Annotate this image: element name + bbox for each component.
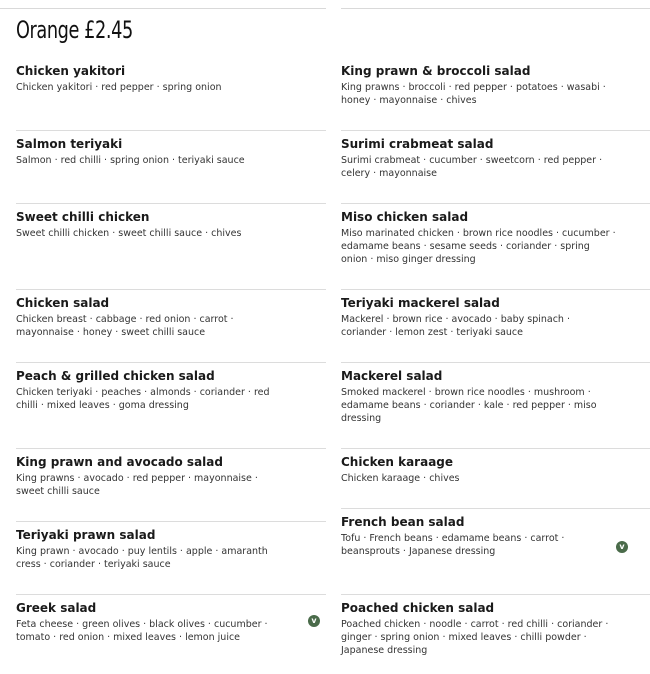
divider	[341, 8, 650, 9]
item-name: Chicken yakitori	[16, 64, 126, 78]
item-name: Greek salad	[16, 601, 97, 615]
menu-item	[16, 369, 326, 449]
menu-column-left	[16, 58, 326, 671]
item-description: Sweet chilli chicken · sweet chilli sauce · chives	[16, 228, 242, 239]
menu-item	[16, 296, 326, 363]
item-name: Chicken karaage	[341, 455, 454, 469]
item-name: Teriyaki mackerel salad	[341, 296, 500, 310]
item-description: King prawn · avocado · puy lentils · apple · amaranth cress · coriander · teriyaki sauce	[16, 546, 268, 570]
item-description: Tofu · French beans · edamame beans · carrot · beansprouts · Japanese dressing	[341, 533, 565, 557]
menu-item	[16, 210, 326, 290]
menu-item	[16, 137, 326, 204]
item-description: Smoked mackerel · brown rice noodles · mushroom · edamame beans · coriander · kale · red pepper · miso dressing	[341, 387, 597, 424]
item-description: Chicken yakitori · red pepper · spring onion	[16, 82, 222, 93]
item-description: Surimi crabmeat · cucumber · sweetcorn · red pepper · celery · mayonnaise	[341, 155, 603, 179]
menu-item	[16, 601, 326, 671]
menu-item	[341, 137, 650, 204]
item-name: Sweet chilli chicken	[16, 210, 150, 224]
vegetarian-icon: v	[616, 541, 628, 553]
divider	[0, 8, 326, 9]
menu-item	[16, 64, 326, 131]
item-description: Mackerel · brown rice · avocado · baby spinach · coriander · lemon zest · teriyaki sauce	[341, 314, 570, 338]
menu-column-right	[341, 58, 650, 674]
item-name: Poached chicken salad	[341, 601, 495, 615]
menu-item	[341, 64, 650, 131]
item-description: Poached chicken · noodle · carrot · red chilli · coriander · ginger · spring onion · mixed leaves · chilli powder · Japanese dressing	[341, 619, 609, 656]
vegetarian-icon: v	[308, 615, 320, 627]
item-name: Chicken salad	[16, 296, 110, 310]
menu-item	[341, 296, 650, 363]
item-description: Chicken teriyaki · peaches · almonds · coriander · red chilli · mixed leaves · goma dressing	[16, 387, 270, 411]
item-name: French bean salad	[341, 515, 465, 529]
item-description: Chicken breast · cabbage · red onion · carrot · mayonnaise · honey · sweet chilli sauce	[16, 314, 234, 338]
item-name: Teriyaki prawn salad	[16, 528, 156, 542]
section-title: Orange £2.45	[16, 16, 133, 44]
section-header	[0, 0, 650, 50]
item-description: Salmon · red chilli · spring onion · teriyaki sauce	[16, 155, 245, 166]
item-description: Miso marinated chicken · brown rice noodles · cucumber · edamame beans · sesame seeds · coriander · spring onion · miso ginger dressing	[341, 228, 616, 265]
item-description: Feta cheese · green olives · black olives · cucumber · tomato · red onion · mixed leaves · lemon juice	[16, 619, 268, 643]
item-name: Peach & grilled chicken salad	[16, 369, 215, 383]
item-name: King prawn & broccoli salad	[341, 64, 531, 78]
menu-item	[341, 369, 650, 449]
item-description: King prawns · broccoli · red pepper · potatoes · wasabi · honey · mayonnaise · chives	[341, 82, 606, 106]
item-name: Miso chicken salad	[341, 210, 469, 224]
item-name: Mackerel salad	[341, 369, 443, 383]
item-name: King prawn and avocado salad	[16, 455, 223, 469]
item-name: Surimi crabmeat salad	[341, 137, 494, 151]
menu-item	[16, 528, 326, 595]
menu-item	[341, 601, 650, 674]
menu-item	[341, 515, 650, 595]
item-name: Salmon teriyaki	[16, 137, 123, 151]
menu-item	[341, 455, 650, 509]
item-description: King prawns · avocado · red pepper · mayonnaise · sweet chilli sauce	[16, 473, 258, 497]
menu-item	[341, 210, 650, 290]
item-description: Chicken karaage · chives	[341, 473, 460, 484]
menu-item	[16, 455, 326, 522]
